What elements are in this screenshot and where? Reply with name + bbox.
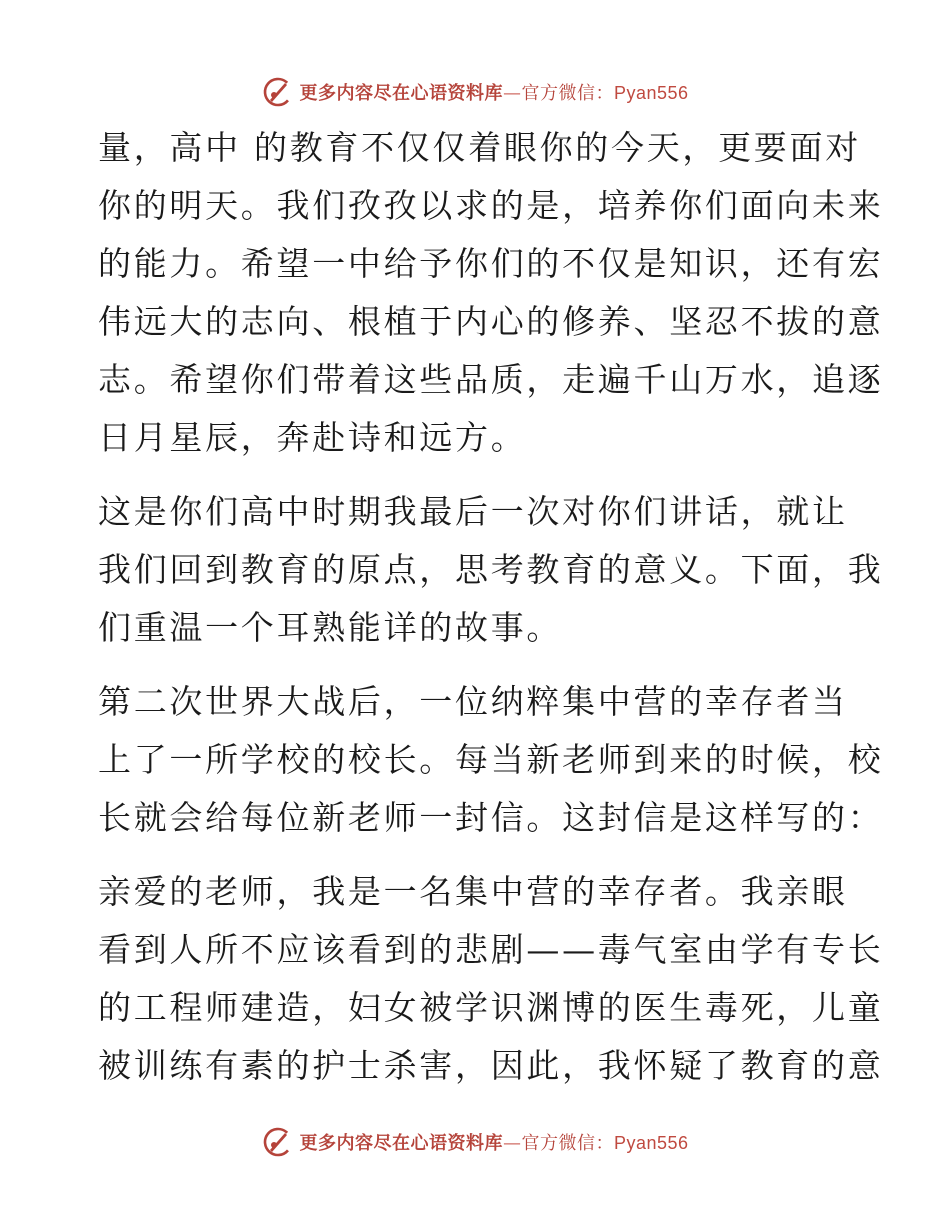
paragraph [98, 673, 884, 847]
text-line: 日月星辰，奔赴诗和远方。 [98, 418, 527, 457]
footer-banner [0, 1122, 950, 1162]
banner-site-text: 更多内容尽在心语资料库 [299, 83, 503, 104]
text-line: 们重温一个耳熟能详的故事。 [98, 608, 563, 647]
text-line: 量，高中 的教育不仅仅着眼你的今天，更要面对 [98, 128, 861, 167]
header-banner [0, 72, 950, 112]
text-line: 第二次世界大战后，一位纳粹集中营的幸存者当 [98, 682, 848, 721]
paragraph-gap [98, 657, 854, 673]
text-line: 这是你们高中时期我最后一次对你们讲话，就让 [98, 492, 848, 531]
banner-wechat-label: 官方微信： [521, 83, 614, 104]
text-line: 你的明天。我们孜孜以求的是，培养你们面向未来 [98, 186, 884, 225]
paragraph-gap [98, 847, 854, 863]
text-line: 亲爱的老师，我是一名集中营的幸存者。我亲眼 [98, 872, 848, 911]
paragraph [98, 119, 884, 467]
banner-site-text: 更多内容尽在心语资料库 [299, 1133, 503, 1154]
text-line: 志。希望你们带着这些品质，走遍千山万水，追逐 [98, 360, 884, 399]
banner-text [299, 79, 688, 105]
quill-pen-circle-icon [261, 75, 295, 109]
banner-separator: — [502, 1133, 522, 1154]
paragraph [98, 483, 884, 657]
text-line: 看到人所不应该看到的悲剧——毒气室由学有专长 [98, 930, 884, 969]
document-body [98, 119, 884, 1095]
banner-wechat-label: 官方微信： [521, 1133, 614, 1154]
text-line: 上了一所学校的校长。每当新老师到来的时候，校 [98, 740, 884, 779]
text-line: 伟远大的志向、根植于内心的修养、坚忍不拔的意 [98, 302, 884, 341]
quill-pen-circle-icon [261, 1125, 295, 1159]
banner-text [299, 1129, 688, 1155]
banner-separator: — [502, 83, 522, 104]
text-line: 长就会给每位新老师一封信。这封信是这样写的： [98, 798, 884, 837]
banner-wechat-id: Pyan556 [613, 1133, 689, 1153]
paragraph-gap [98, 467, 854, 483]
text-line: 的工程师建造，妇女被学识渊博的医生毒死，儿童 [98, 988, 884, 1027]
paragraph [98, 863, 884, 1095]
banner-wechat-id: Pyan556 [613, 83, 689, 103]
text-line: 我们回到教育的原点，思考教育的意义。下面，我 [98, 550, 884, 589]
text-line: 的能力。希望一中给予你们的不仅是知识，还有宏 [98, 244, 884, 283]
text-line: 被训练有素的护士杀害，因此，我怀疑了教育的意 [98, 1046, 884, 1085]
